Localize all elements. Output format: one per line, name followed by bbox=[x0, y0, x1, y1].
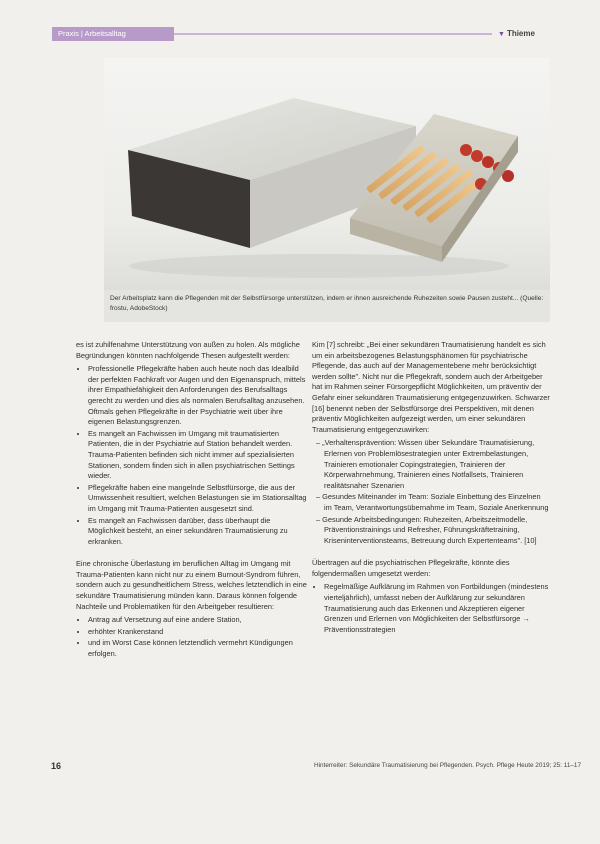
list-item: – Gesundes Miteinander im Team: Soziale Einbettung des Einzelnen im Team, Verantwortungsübernahme im Team, Soziale Anerkennung bbox=[324, 492, 550, 513]
matchbox-illustration bbox=[104, 58, 550, 290]
paragraph: es ist zuhilfenahme Unterstützung von außen zu holen. Als mögliche Begründungen könnten nachfolgende Thesen aufgestellt werden: bbox=[76, 340, 300, 360]
publisher-name: Thieme bbox=[506, 29, 535, 38]
matchbox-photo bbox=[104, 58, 550, 290]
dash-list bbox=[312, 438, 550, 546]
list-item: – „Verhaltensprävention: Wissen über Sekundäre Traumatisierung, Erlernen von Problemlösestrategien unter Extrembelastungen, Trainieren emotionaler Copingstrategien, Trainieren der Körperwahrnehmung, Trainieren eines Notfallsets, Trainieren realitätsnaher Szenarien bbox=[324, 438, 550, 491]
list-item: • Antrag auf Versetzung auf eine andere Station, bbox=[88, 615, 308, 626]
list-item: • Pflegekräfte haben eine mangelnde Selbstfürsorge, die aus der Umwissenheit resultiert, welchen Belastungen sie im Stationsalltag im Umgang mit Trauma-Patienten ausgesetzt sind. bbox=[88, 483, 308, 515]
list-item: • Es mangelt an Fachwissen darüber, dass überhaupt die Möglichkeit besteht, an einer sekundären Traumatisierung zu erkranken. bbox=[88, 516, 308, 548]
left-column bbox=[76, 340, 308, 664]
paragraph: Eine chronische Überlastung im beruflichen Alltag im Umgang mit Trauma-Patienten kann nicht nur zu einem Burnout-Syndrom führen, sondern auch zu gesundheitlichem Stress, welches letztendlich in eine sekundäre Traumatisierung münden kann. Daraus können folgende Nachteile und Problematiken für den Arbeitgeber resultieren: bbox=[76, 559, 307, 611]
list-item: • Es mangelt an Fachwissen im Umgang mit traumatisierten Patienten, die in der Psychiatrie auf Station behandelt werden. Trauma-Patienten befinden sich nicht immer auf spezialisierten Stationen, sondern finden sich in allen psychiatrischen Settings wieder. bbox=[88, 429, 308, 482]
list-item: • Regelmäßige Aufklärung im Rahmen von Fortbildungen (mindestens vierteljährlich), umfasst neben der Aufklärung zur sekundären Traumatisierung auch das Erkennen und Akzeptieren eigener Grenzen und Erlernen von Möglichkeiten der Selbstfürsorge → Präventionsstrategien bbox=[324, 582, 550, 635]
publisher-label bbox=[498, 27, 535, 41]
shadow bbox=[129, 254, 509, 278]
paragraph: Kim [7] schreibt: „Bei einer sekundären Traumatisierung handelt es sich um ein arbeitsbezogenes Belastungsphänomen für psychiatrische Pflegende, das auch auf der Managementebene mehr berücksichtigt werden sollte". Nicht nur die Pflegekraft, sondern auch der Arbeitgeber hat im Rahmen seiner Fürsorgepflicht Möglichkeiten, um präventiv der Gefahr einer sekundären Traumatisierung entgegenzuwirken. Schwarzer [16] benennt neben der Selbstfürsorge drei Perspektiven, mit denen präventiv Möglichkeiten aufgezeigt werden, um einer sekundären Traumatisierung entgegenzuwirken: bbox=[312, 340, 550, 434]
figure bbox=[104, 58, 550, 322]
paragraph: Übertragen auf die psychiatrischen Pflegekräfte, könnte dies folgendermaßen umgesetzt werden: bbox=[312, 558, 510, 578]
list-item: • erhöhter Krankenstand bbox=[88, 627, 308, 638]
footer-citation: Hinterreiter: Sekundäre Traumatisierung bei Pflegenden. Psych. Pflege Heute 2019; 25: 11–17 bbox=[314, 762, 582, 769]
triangle-icon: ▼ bbox=[498, 31, 505, 38]
header-rule bbox=[174, 33, 492, 35]
right-column bbox=[312, 340, 550, 639]
list-item: • Professionelle Pflegekräfte haben auch heute noch das Idealbild der perfekten Fachkraft vor Augen und den Eigenanspruch, mittels ihrer Empathiefähigkeit den Anforderungen des Berufsalltags gerecht zu werden und dies als normalen Berufsalltag anzusehen. Oftmals gehen Pflegekräfte in der Psychiatrie weit über ihre eigenen Belastungsgrenzen. bbox=[88, 364, 308, 428]
list-item: – Gesunde Arbeitsbedingungen: Ruhezeiten, Arbeitszeitmodelle, Präventionstrainings und Refresher, Führungskräftetraining, Kriseninterventionsteams, Betreuung durch Expertenteams". [10] bbox=[324, 515, 550, 547]
bullet-list bbox=[76, 364, 308, 547]
list-item: • und im Worst Case können letztendlich vermehrt Kündigungen erfolgen. bbox=[88, 638, 308, 659]
section-tab: Praxis | Arbeitsalltag bbox=[52, 27, 174, 41]
bullet-list bbox=[312, 582, 550, 635]
bullet-list bbox=[76, 615, 308, 659]
figure-caption: Der Arbeitsplatz kann die Pflegenden mit der Selbstfürsorge unterstützen, indem er ihnen ausreichende Ruhezeiten sowie Pausen zusteht... (Quelle: frostu, AdobeStock) bbox=[110, 295, 544, 312]
page-number: 16 bbox=[51, 761, 62, 771]
